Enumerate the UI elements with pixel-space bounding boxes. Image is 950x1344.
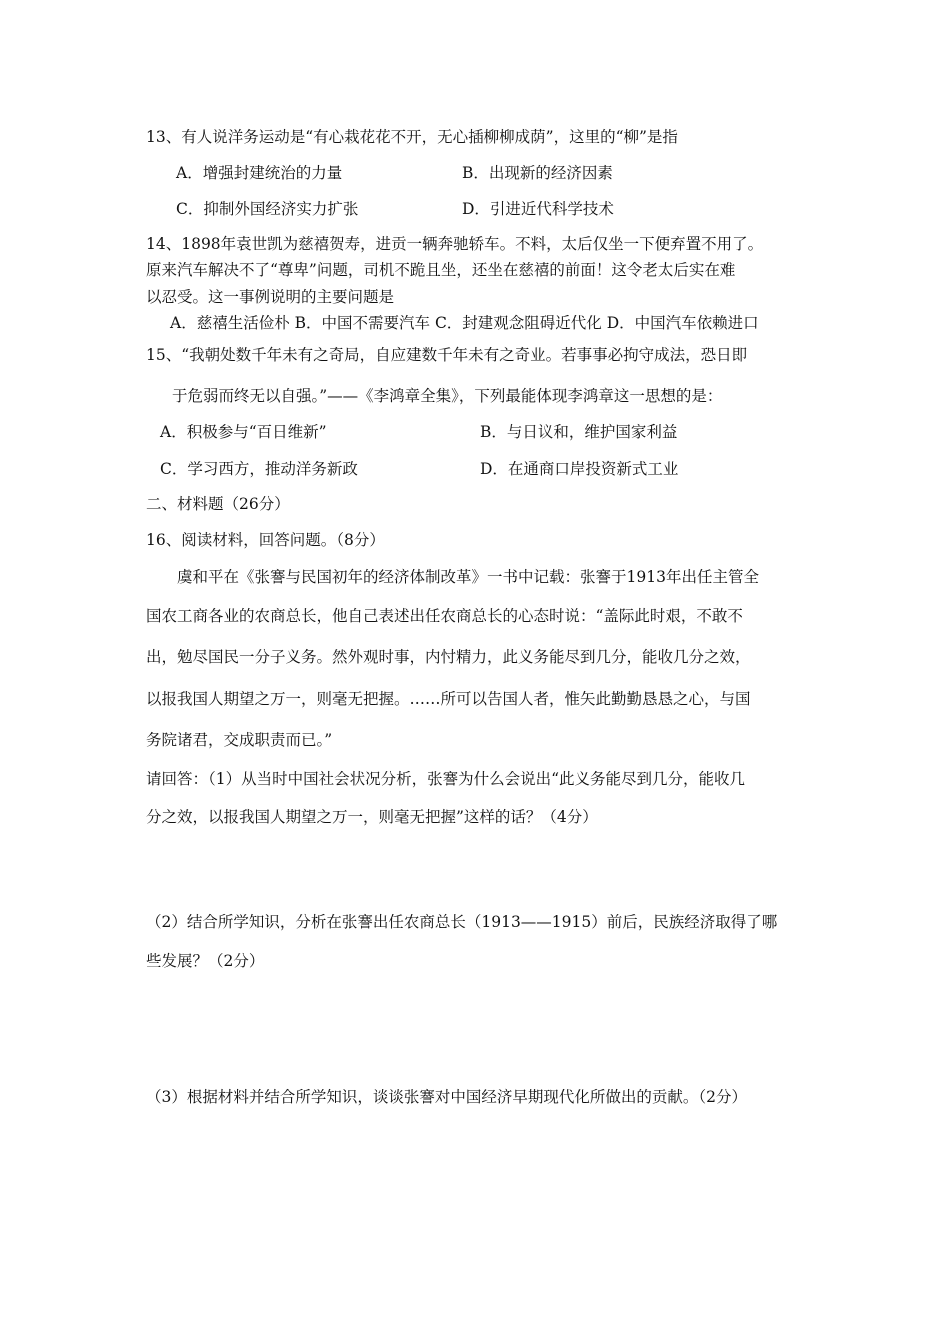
question-13-stem: 13、有人说洋务运动是“有心栽花花不开，无心插柳柳成荫”，这里的“柳”是指 [146,128,678,146]
sub-question-1-line-2: 分之效，以报我国人期望之万一，则毫无把握”这样的话？（4分） [146,808,598,826]
question-14-stem-line-1: 14、1898年袁世凯为慈禧贺寿，进贡一辆奔驰轿车。不料，太后仅坐一下便弃置不用了。 [146,235,764,253]
question-15-option-b: B．与日议和，维护国家利益 [480,423,678,441]
question-13-option-c: C．抑制外国经济实力扩张 [176,200,359,218]
sub-question-3: （3）根据材料并结合所学知识，谈谈张謇对中国经济早期现代化所做出的贡献。（2分） [146,1088,747,1106]
material-line-3: 出，勉尽国民一分子义务。然外观时事，内忖精力，此义务能尽到几分，能收几分之效， [146,648,751,666]
material-line-5: 务院诸君，交成职责而已。” [146,731,333,749]
question-15-option-c: C．学习西方，推动洋务新政 [160,460,358,478]
sub-question-2-line-2: 些发展？（2分） [146,952,265,970]
question-14-stem-line-2: 原来汽车解决不了“尊卑”问题，司机不跪且坐，还坐在慈禧的前面！这令老太后实在难 [146,261,736,279]
question-15-option-a: A．积极参与“百日维新” [160,423,327,441]
sub-question-2-line-1: （2）结合所学知识，分析在张謇出任农商总长（1913——1915）前后，民族经济取得了哪 [146,913,778,931]
material-line-1: 虞和平在《张謇与民国初年的经济体制改革》一书中记载：张謇于1913年出任主管全 [177,568,759,586]
question-13-option-a: A．增强封建统治的力量 [176,164,343,182]
sub-question-1-line-1: 请回答：（1）从当时中国社会状况分析，张謇为什么会说出“此义务能尽到几分，能收几 [146,770,746,788]
question-14-options: A．慈禧生活俭朴 B．中国不需要汽车 C．封建观念阻碍近代化 D．中国汽车依赖进口 [170,314,759,332]
section-2-heading: 二、材料题（26分） [146,495,290,513]
question-15-stem-line-1: 15、“我朝处数千年未有之奇局，自应建数千年未有之奇业。若事事必拘守成法，恐日即 [146,346,748,364]
question-13-option-d: D．引进近代科学技术 [462,200,614,218]
material-line-2: 国农工商各业的农商总长，他自己表述出任农商总长的心态时说：“盖际此时艰，不敢不 [146,607,743,625]
question-13-option-b: B．出现新的经济因素 [462,164,613,182]
question-16-title: 16、阅读材料，回答问题。（8分） [146,531,385,549]
material-line-4: 以报我国人期望之万一，则毫无把握。……所可以告国人者，惟矢此勤勤恳恳之心，与国 [146,690,751,708]
question-14-stem-line-3: 以忍受。这一事例说明的主要问题是 [146,288,395,306]
question-15-stem-line-2: 于危弱而终无以自强。”——《李鸿章全集》，下列最能体现李鸿章这一思想的是： [172,387,723,405]
question-15-option-d: D．在通商口岸投资新式工业 [480,460,679,478]
